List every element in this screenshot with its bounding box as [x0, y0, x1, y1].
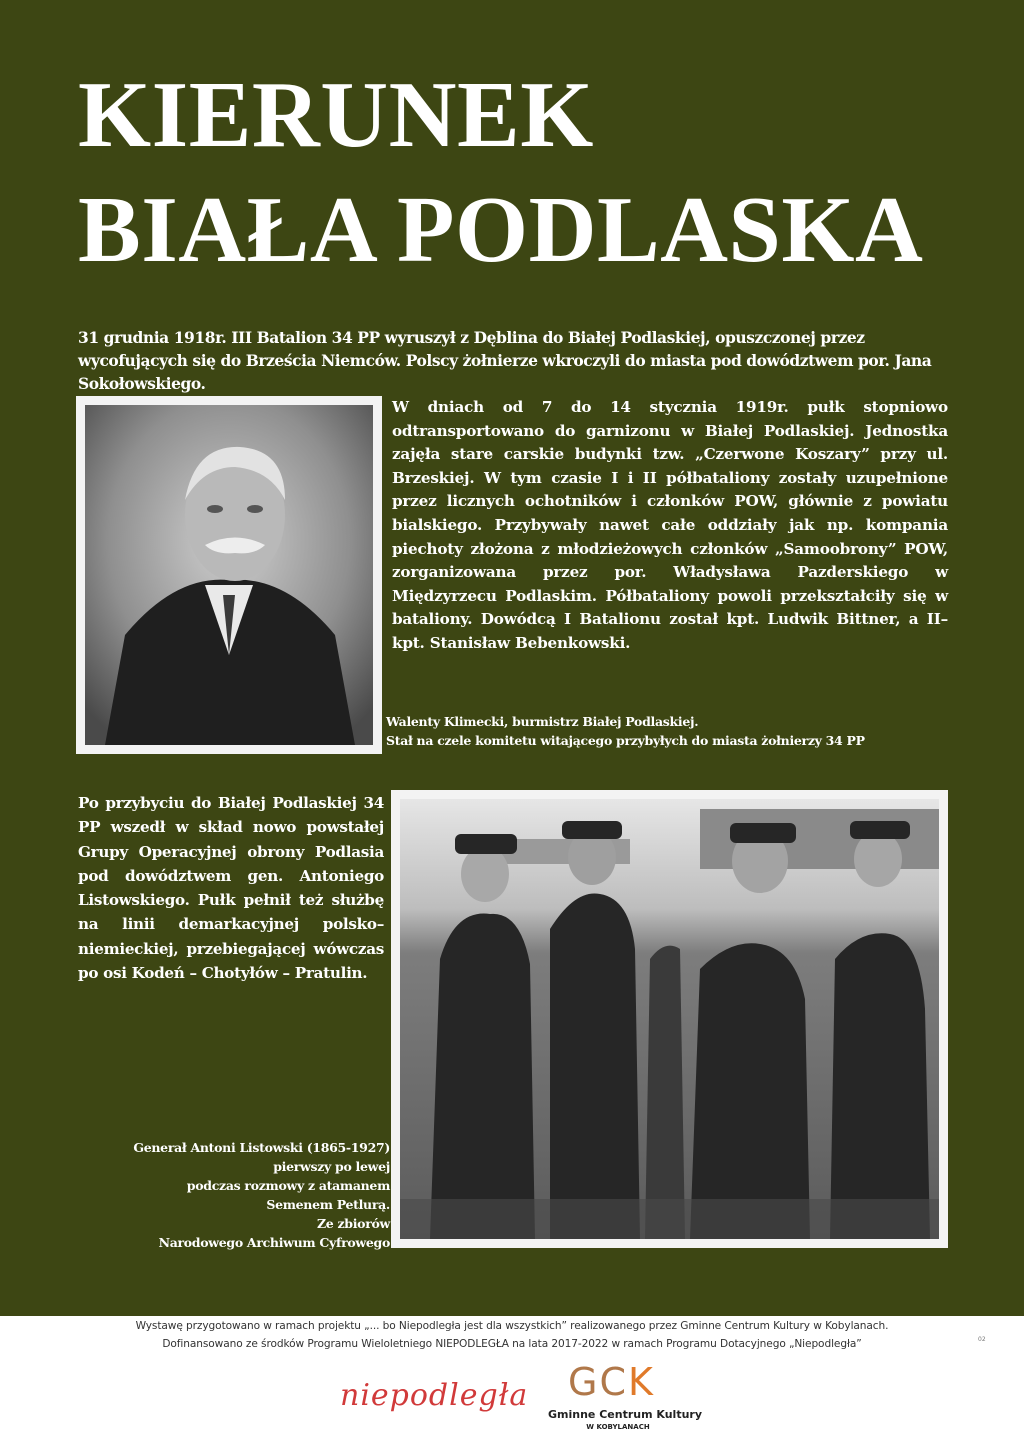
footer [0, 1316, 1024, 1443]
group-photo-listowski-petlura [391, 790, 948, 1248]
page-number: 02 [978, 1336, 986, 1343]
caption-klimecki-line-1: Walenty Klimecki, burmistrz Białej Podlaskiej. [386, 714, 699, 729]
paragraph-right: W dniach od 7 do 14 stycznia 1919r. pułk stopniowo odtransportowano do garnizonu w Białej Podlaskiej. Jednostka zajęła stare carskie budynki tzw. „Czerwone Koszary” przy ul. Brzeskiej. W tym czasie I i II półbataliony zostały uzupełnione przez licznych ochotników i członków POW, głównie z powiatu bialskiego. Przybywały nawet całe oddziały jak np. kompania piechoty złożona z młodzieżowych członków „Samoobrony” POW, zorganizowana przez por. Władysława Pazderskiego w Międzyrzecu Podlaskim. Półbataliony powoli przekształciły się w bataliony. Dowódcą I Batalionu został kpt. Ludwik Bittner, a II–kpt. Stanisław Bebenkowski. [392, 398, 948, 652]
gck-logo-gc: GC [568, 1360, 628, 1404]
paragraph-left: Po przybyciu do Białej Podlaskiej 34 PP wszedł w skład nowo powstałej Grupy Operacyjnej obrony Podlasia pod dowództwem gen. Antoniego Listowskiego. Pułk pełnił też służbę na linii demarkacyjnej polsko–niemieckiej, przebiegającej wówczas po osi Kodeń – Chotyłów – Pratulin. [78, 794, 384, 983]
caption-klimecki [386, 712, 946, 750]
gck-logo-letters [568, 1360, 655, 1404]
footer-line-1: Wystawę przygotowano w ramach projektu „... bo Niepodległa jest dla wszystkich” realizowanego przez Gminne Centrum Kultury w Kobylanach. [135, 1320, 889, 1332]
caption-listowski-line-4: Semenem Petlurą. [266, 1197, 390, 1212]
title-line-1: KIERUNEK [78, 63, 594, 167]
caption-klimecki-line-2: Stał na czele komitetu witającego przybyłych do miasta żołnierzy 34 PP [386, 733, 865, 748]
gck-logo-subtitle: W KOBYLANACH [586, 1423, 650, 1431]
caption-listowski-line-2: pierwszy po lewej [273, 1159, 390, 1174]
gck-logo [548, 1360, 702, 1440]
caption-listowski-line-1: Generał Antoni Listowski (1865-1927) [133, 1140, 390, 1155]
group-image [400, 799, 939, 1239]
portrait-image [85, 405, 373, 745]
gck-logo-k: K [627, 1360, 655, 1404]
niepodlegla-logo [340, 1368, 529, 1428]
gck-logo-name: Gminne Centrum Kultury [548, 1408, 702, 1421]
caption-listowski-line-3: podczas rozmowy z atamanem [186, 1178, 390, 1193]
footer-line-2: Dofinansowano ze środków Programu Wieloletniego NIEPODLEGŁA na lata 2017-2022 w ramach Programu Dotacyjnego „Niepodległa” [162, 1338, 862, 1350]
caption-listowski [80, 1138, 390, 1252]
niepodlegla-logo-text: niepodległa [340, 1378, 529, 1413]
intro-paragraph: 31 grudnia 1918r. III Batalion 34 PP wyruszył z Dęblina do Białej Podlaskiej, opuszczonej przez wycofujących się do Brześcia Niemców. Polscy żołnierze wkroczyli do miasta pod dowództwem por. Jana Sokołowskiego. [78, 328, 932, 393]
caption-listowski-line-6: Narodowego Archiwum Cyfrowego [158, 1235, 390, 1250]
title-line-2: BIAŁA PODLASKA [78, 178, 924, 282]
portrait-photo-klimecki [76, 396, 382, 754]
caption-listowski-line-5: Ze zbiorów [316, 1216, 390, 1231]
